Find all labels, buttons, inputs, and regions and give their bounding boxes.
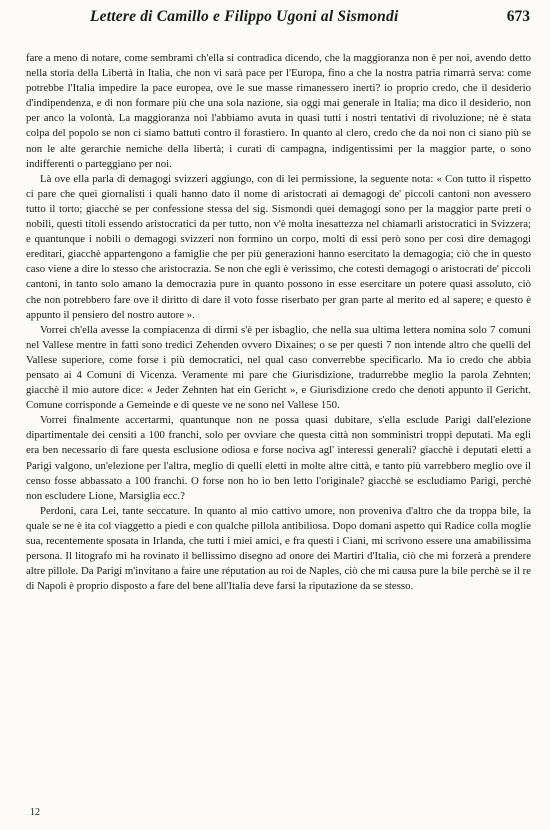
paragraph: Perdoni, cara Lei, tante seccature. In quanto al mio cattivo umore, non proveniva d'altro che da troppa bile, la quale se ne è ita col viaggetto a piedi e con qualche pillola antibiliosa. Dopo domani aspetto qui Radice colla moglie sua, recentemente sposata in Irlanda, che tutti i miei amici, e fra questi i Ciani, mi scrivono essere una amabilissima persona. Il litografo mi ha rovinato il bellissimo disegno ad onore dei Martiri d'Italia, ciò che mi forzerà a prendere altre pillole. Da Parigi m'invitano a faire une réputation au roi de Naples, ciò che mi causa pure la bile perchè se il re di Napoli è proprio disposto a fare del bene all'Italia deve farsi la riputazione da se stesso. [26, 504, 531, 593]
paragraph: Vorrei finalmente accertarmi, quantunque non ne possa quasi dubitare, s'ella esclude Parigi dall'elezione dipartimentale dei censiti a 100 franchi, solo per ovviare che questa città non somministri troppi deputati. Ma egli era ben necessario di fare questa esclusione odiosa e forse nociva agl' interessi generali? giacchè i deputati eletti a Parigi valgono, un'elezione per l'altra, meglio di quelli eletti in molte altre città, e tanto più varrebbero meglio ove il censo fosse abbassato a 100 franchi. O forse non ho io ben letto l'originale? giacchè se escludiamo Parigi, perchè non escludere Lione, Marsiglia ecc.? [26, 414, 531, 502]
signature-mark: 12 [30, 807, 40, 818]
paragraph: Vorrei ch'ella avesse la compiacenza di dirmi s'è per isbaglio, che nella sua ultima lettera nomina solo 7 comuni nel Vallese mentre in fatti sono tredici Zehenden ovvero Dixaines; o se per questi 7 non intende altro che quelli del Vallese superiore, come forse i più democratici, nel qual caso converrebbe specificarlo. Ma io credo che abbia pensato ai 4 Comuni di Vicenza. Veramente mi pare che Giurisdizione, tradurrebbe meglio la parola Zehnten; giacchè il mio autore dice: « Jeder Zehnten hat ein Gericht », e Giurisdizione credo che denoti appunto il Gericht. Comune corrisponde a Gemeinde e di queste ve ne sono nel Vallese 150. [26, 323, 531, 412]
body-text [26, 51, 531, 594]
running-title: Lettere di Camillo e Filippo Ugoni al Sismondi [90, 8, 399, 25]
paragraph: fare a meno di notare, come sembrami ch'ella si contradica dicendo, che la maggioranza non è per noi, avendo detto nella storia della Libertà in Italia, che non vi sarà pace per l'Europa, fino a che la nostra patria rimarrà serva: come potrebbe l'Italia impedire la pace europea, ove le sue masse rimanessero inerti? io proprio credo, che il desiderio d'indipendenza, e di non formare più che una sola nazione, sia oggi mai generale in Italia; ma dico il desiderio, non per anco la volontà. La maggioranza noi l'abbiamo avuta in quasi tutti i nostri tentativi di rivoluzione; nè è stata colpa del popolo se non ci siamo battuti contro il forastiero. In quanto al clero, credo che da noi non ci siano più se non le alte gerarchie nemiche della libertà; i curati di campagna, indigentissimi per la maggior parte, o sono indifferenti o parteggiano per noi. [26, 52, 531, 170]
paragraph: Là ove ella parla di demagogi svizzeri aggiungo, con di lei permissione, la seguente nota: « Con tutto il rispetto ci pare che quei giornalisti i quali hanno dato il nome di aristocrati ai demagogi de' piccoli cantoni non avessero tutto il torto; giacchè se per confessione stessa del sig. Sismondi quei demagogi sono per la maggior parte preti o nobili, questi titoli essendo aristocratici da per tutto, non v'è molta inesattezza nel chiamarli aristocratici in Svizzera; e quantunque i nobili o demagogi svizzeri non formino un corpo, molti di essi però sono per così dire demagogi ereditari, giacchè appartengono a famiglie che per più generazioni hanno esercitato la demagogia; ciò che in questo caso viene a dire lo stesso che aristocrazia. Se non che egli è verissimo, che cotesti demagogi o aristocrati de' piccoli cantoni, in tanto solo amano la democrazia pure in quanto possono in esse esercitare un potere quasi assoluto, ciò che non potrebbero fare ove il diritto di dare il voto fosse riserbato per gran parte al merito ed al sapere; e questo è appunto il pensiero del nostro autore ». [26, 172, 531, 321]
page-header [0, 8, 550, 30]
page-number: 673 [506, 8, 530, 25]
